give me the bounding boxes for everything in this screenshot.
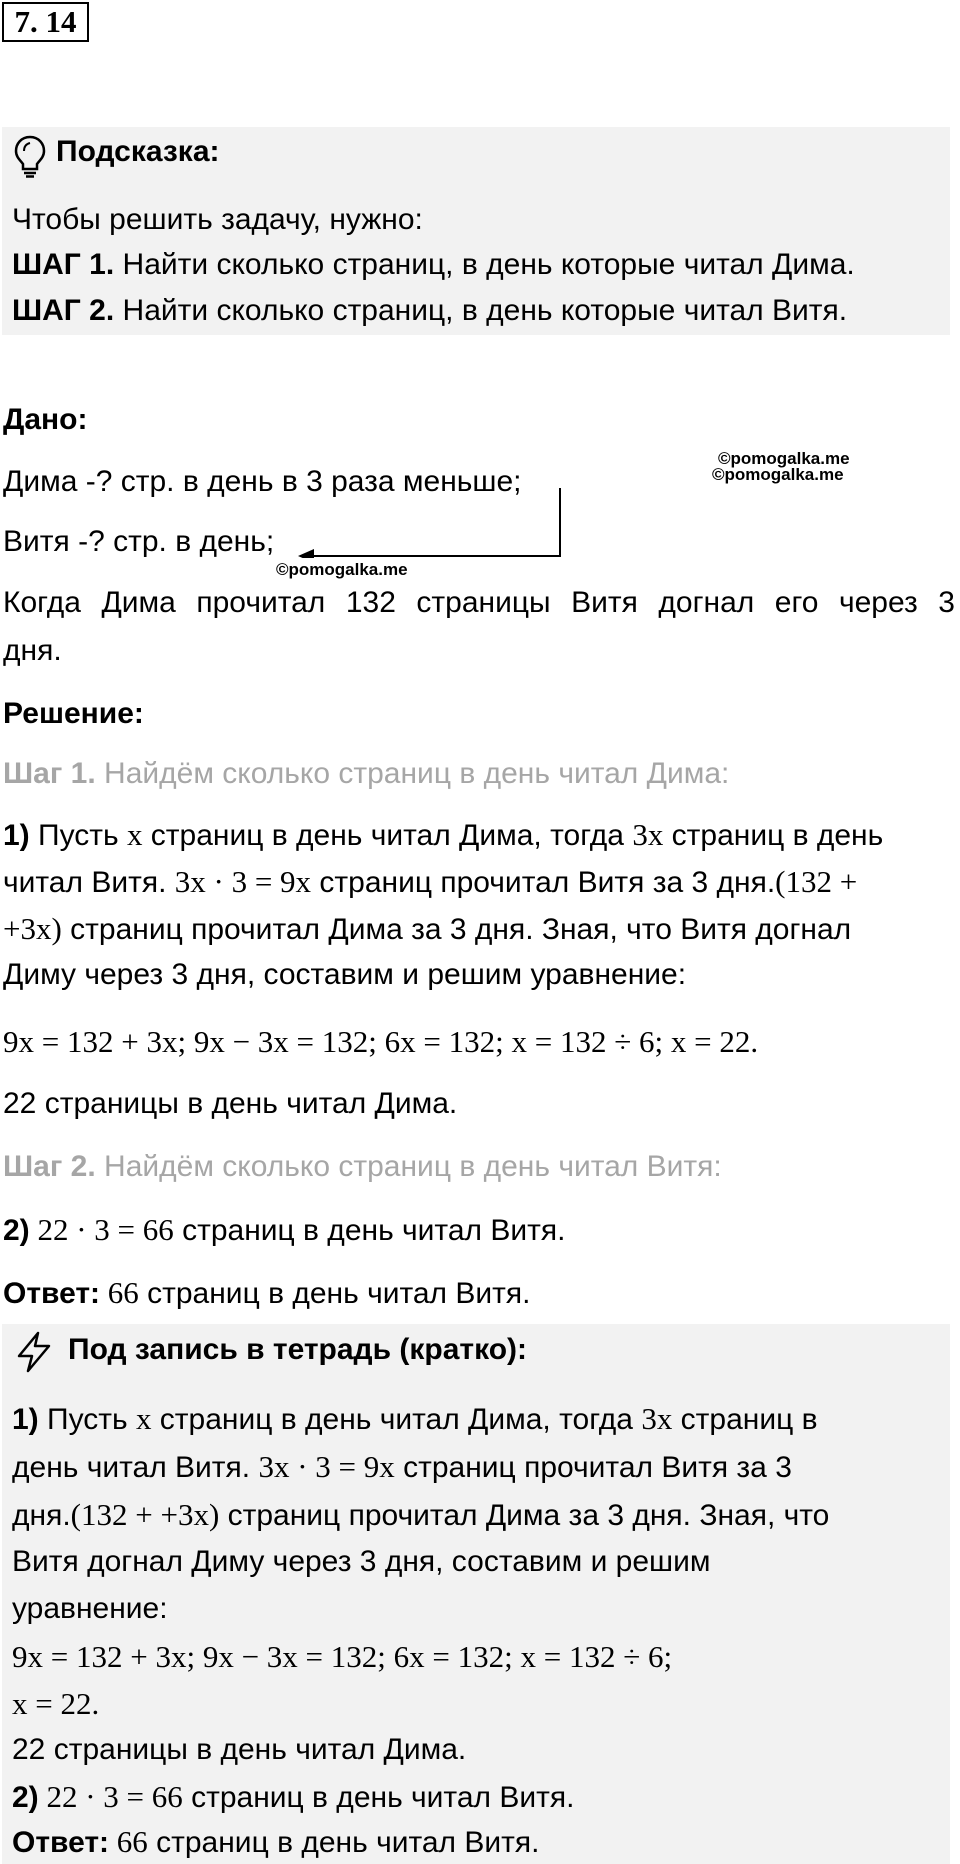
comparison-arrow [296, 486, 566, 558]
given-condition-line1: Когда Дима прочитал 132 страницы Витя догнал его через 3 [3, 586, 955, 619]
solution-step-1-heading: Шаг 1. Найдём сколько страниц в день читал Дима: [3, 757, 730, 790]
given-condition-line2: дня. [3, 634, 62, 667]
notes-answer: Ответ: 66 страниц в день читал Витя. [12, 1824, 540, 1859]
solution-answer: Ответ: 66 страниц в день читал Витя. [3, 1275, 531, 1310]
hint-intro: Чтобы решить задачу, нужно: [12, 203, 423, 236]
given-title: Дано: [3, 403, 88, 436]
notes-equation: 9x = 132 + 3x; 9x − 3x = 132; 6x = 132; x = 132 ÷ 6; [12, 1639, 673, 1674]
solution-result-1: 22 страницы в день читал Дима. [3, 1087, 458, 1120]
lightbulb-icon [12, 134, 48, 178]
hint-title: Подсказка: [56, 135, 220, 168]
solution-title: Решение: [3, 697, 144, 730]
solution-paragraph-1-line3: +3x) страниц прочитал Дима за 3 дня. Зная, что Витя догнал [3, 911, 852, 946]
notes-line-1: 1) Пусть x страниц в день читал Дима, тогда 3x страниц в [12, 1401, 818, 1436]
watermark: ©pomogalka.me [712, 465, 844, 484]
given-line-dima: Дима -? стр. в день в 3 раза меньше; [3, 465, 522, 498]
hint-step-1: ШАГ 1. Найти сколько страниц, в день которые читал Дима. [12, 248, 855, 281]
solution-step-2-heading: Шаг 2. Найдём сколько страниц в день читал Витя: [3, 1150, 722, 1183]
solution-paragraph-2: 2) 22 · 3 = 66 страниц в день читал Витя. [3, 1212, 566, 1247]
notes-line-2: день читал Витя. 3x · 3 = 9x страниц прочитал Витя за 3 [12, 1449, 792, 1484]
given-line-vitya: Витя -? стр. в день; [3, 525, 275, 558]
watermark: ©pomogalka.me [276, 560, 408, 579]
notes-line-step-2: 2) 22 · 3 = 66 страниц в день читал Витя. [12, 1779, 575, 1814]
solution-paragraph-1-line4: Диму через 3 дня, составим и решим уравнение: [3, 958, 687, 991]
notes-title: Под запись в тетрадь (кратко): [68, 1333, 528, 1366]
watermark: ©pomogalka.me [718, 449, 850, 468]
lightning-icon [14, 1330, 54, 1374]
notes-line-4: Витя догнал Диму через 3 дня, составим и решим [12, 1545, 711, 1578]
solution-paragraph-1-line1: 1) Пусть x страниц в день читал Дима, тогда 3x страниц в день [3, 817, 884, 852]
notes-line-5: уравнение: [12, 1592, 168, 1625]
notes-equation-result: x = 22. [12, 1686, 100, 1721]
notes-line-3: дня.(132 + +3x) страниц прочитал Дима за 3 дня. Зная, что [12, 1497, 830, 1532]
notes-line-result-1: 22 страницы в день читал Дима. [12, 1733, 467, 1766]
hint-step-2: ШАГ 2. Найти сколько страниц, в день которые читал Витя. [12, 294, 848, 327]
solution-paragraph-1-line2: читал Витя. 3x · 3 = 9x страниц прочитал Витя за 3 дня.(132 + [3, 864, 858, 899]
problem-number: 7. 14 [2, 2, 89, 42]
solution-equation: 9x = 132 + 3x; 9x − 3x = 132; 6x = 132; x = 132 ÷ 6; x = 22. [3, 1024, 759, 1059]
